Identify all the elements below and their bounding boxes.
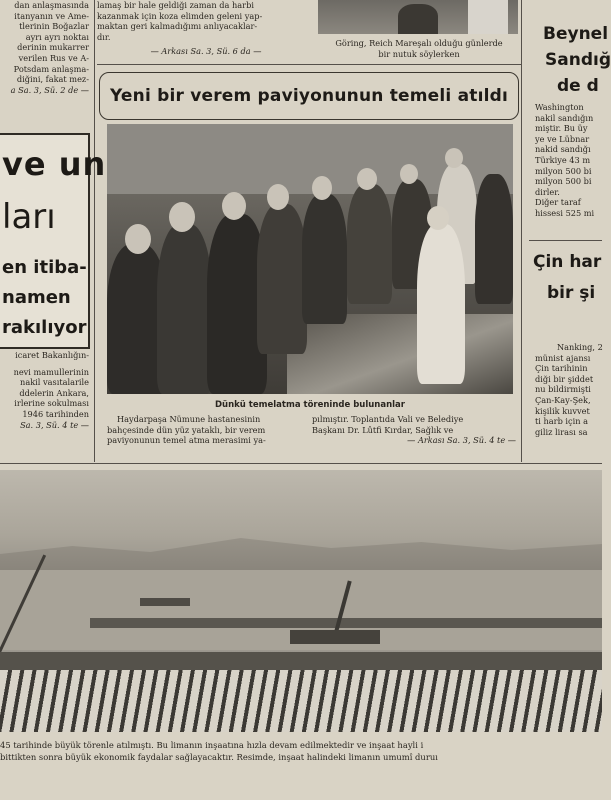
photo-figure [475,174,513,304]
text-line: milyon 500 bi [535,176,592,187]
top-center-article [97,0,315,62]
right-article-2 [535,342,605,437]
continuation-note: a Sa. 3, Sü. 2 de — [10,84,89,95]
ad-line: namen [2,287,71,308]
article-body-col2 [312,414,516,446]
right-headline-2: bir şi [547,283,596,303]
photo-figure-head [222,192,246,220]
text-line: miştir. Bu üy [535,123,588,134]
photo-figure-head [357,168,377,190]
text-line: pılmıştır. Toplantıda Vali ve Belediye [312,414,464,424]
text-line: dirler. [535,186,560,197]
right-headline-1: Sandığ [545,50,611,70]
text-line: derinin mukarrer [17,42,89,53]
advertisement-box [0,133,107,349]
right-column [525,0,611,460]
text-line: nu bildirmişti [535,384,591,395]
article-body-col1 [107,414,307,446]
caption-line: bir nutuk söylerken [378,49,460,59]
photo-figure-head [312,176,332,200]
text-line: Türkiye 43 m [535,154,591,165]
page-section-rule [0,463,602,464]
ad-line: ları [2,197,56,237]
text-line: bahçesinde dün yüz yataklı, bir verem [107,424,266,435]
right-headline-1: Beynel [543,24,609,44]
text-line: nevi mamullerinin [13,366,89,377]
text-line: Washington [535,102,584,112]
headline-frame [99,72,519,120]
text-line: tlerinin Boğazlar [19,21,89,32]
photo-boat [140,598,190,606]
photo-figure [347,184,392,304]
text-line: Çan-Kay-Şek, [535,394,591,405]
goring-photo [318,0,518,34]
text-line: ti harb için a [535,416,589,427]
text-line: Nanking, 2 [557,342,603,352]
text-line: nakil sandığın [535,112,594,123]
photo-foreground-blocks [0,670,602,732]
text-line: Haydarpaşa Nümune hastanesinin [117,414,261,424]
ceremony-photo [107,124,513,394]
text-line: diğini, fakat mez- [16,74,89,85]
photo-ground [287,314,513,394]
continuation-note: — Arkası Sa. 3, Sü. 6 da — [150,46,262,57]
text-line: irlerine sokulması [14,398,89,409]
caption-line: Göring, Reich Mareşalı olduğu günlerde [335,38,503,48]
photo-figure-head [445,148,463,168]
photo-figure-white-robe [417,224,465,384]
ad-line: ve un [2,145,107,183]
text-line: 1946 tarihinden [22,408,89,419]
text-line: maktan geri kalmadığımı anlıyacaklar- [97,21,258,32]
article-headline: Yeni bir verem paviyonunun temeli atıldı [109,86,509,106]
text-line: münist ajansı [535,352,591,363]
harbor-photo [0,470,602,732]
photo-figure [157,224,212,394]
text-line: dan anlaşmasında [14,0,89,10]
text-line: Potsdam anlaşma- [13,63,89,74]
photo-breakwater [90,618,602,628]
photo-figure-head [169,202,195,232]
ad-line: rakılıyor [2,317,87,338]
text-line: itanyanın ve Ame- [14,10,89,21]
photo-figure [302,194,347,324]
text-line: lamaş bir hale geldiği zaman da harbi [97,0,254,10]
photo-detail [398,4,438,34]
text-line: ayrı ayrı noktaı [25,31,89,42]
goring-photo-caption [316,38,522,60]
text-line: Diğer taraf [535,197,581,208]
photo-figure-head [125,224,151,254]
text-line: paviyonunun temel atma merasimi ya- [107,435,266,446]
caption-line: bittikten sonra büyük ekonomik faydalar sağlayacaktır. Resimde, inşaat halindeki limanın umumî duruı [0,752,438,762]
continuation-note: Sa. 3, Sü. 4 te — [20,419,89,430]
right-article-1 [535,102,605,219]
photo-detail [468,0,508,34]
ad-line: en itiba- [2,257,87,278]
text-line: ye ve Lübnar [535,133,590,144]
photo-barge [290,630,380,644]
photo-figure-head [267,184,289,210]
photo-figure [257,204,307,354]
column-rule-right [521,0,522,462]
left-article-top [0,0,92,95]
right-headline-1: de d [557,76,599,96]
photo-figure-head [427,206,449,230]
right-column-rule [529,240,602,241]
text-line: ddelerin Ankara, [19,387,89,398]
column-rule-left [94,0,95,462]
photo-hills [0,530,602,570]
left-article-bottom [0,350,92,430]
text-line: milyon 500 bi [535,165,592,176]
text-line: icaret Bakanlığın- [15,350,89,360]
text-line: dır. [97,31,111,42]
text-line: hissesi 525 mi [535,207,595,218]
text-line: kazanmak için koza elimden geleni yap- [97,10,263,21]
text-line: giliz lirası sa [535,426,588,437]
ceremony-photo-caption: Dünkü temelatma töreninde bulunanlar [214,400,405,410]
photo-shore [0,652,602,670]
photo-figure-head [400,164,418,184]
text-line: nakil vasıtalarile [20,377,89,388]
harbor-photo-caption [0,739,602,763]
text-line: Başkanı Dr. Lûtfi Kırdar, Sağlık ve [312,424,454,435]
text-line: kişilik kuvvet [535,405,590,416]
text-line: nakid sandığı [535,144,591,155]
top-section-rule [97,64,521,65]
text-line: verilen Rus ve A- [18,52,89,63]
text-line: diği bir şiddet [535,373,594,384]
right-headline-2: Çin har [533,252,602,272]
caption-line: 45 tarihinde büyük törenle atılmıştı. Bu limanın inşaatına hızla devam edilmektedir ve inşaat hayli i [0,740,424,750]
continuation-note: — Arkası Sa. 3, Sü. 4 te — [407,435,516,446]
text-line: Çin tarihinin [535,363,588,374]
